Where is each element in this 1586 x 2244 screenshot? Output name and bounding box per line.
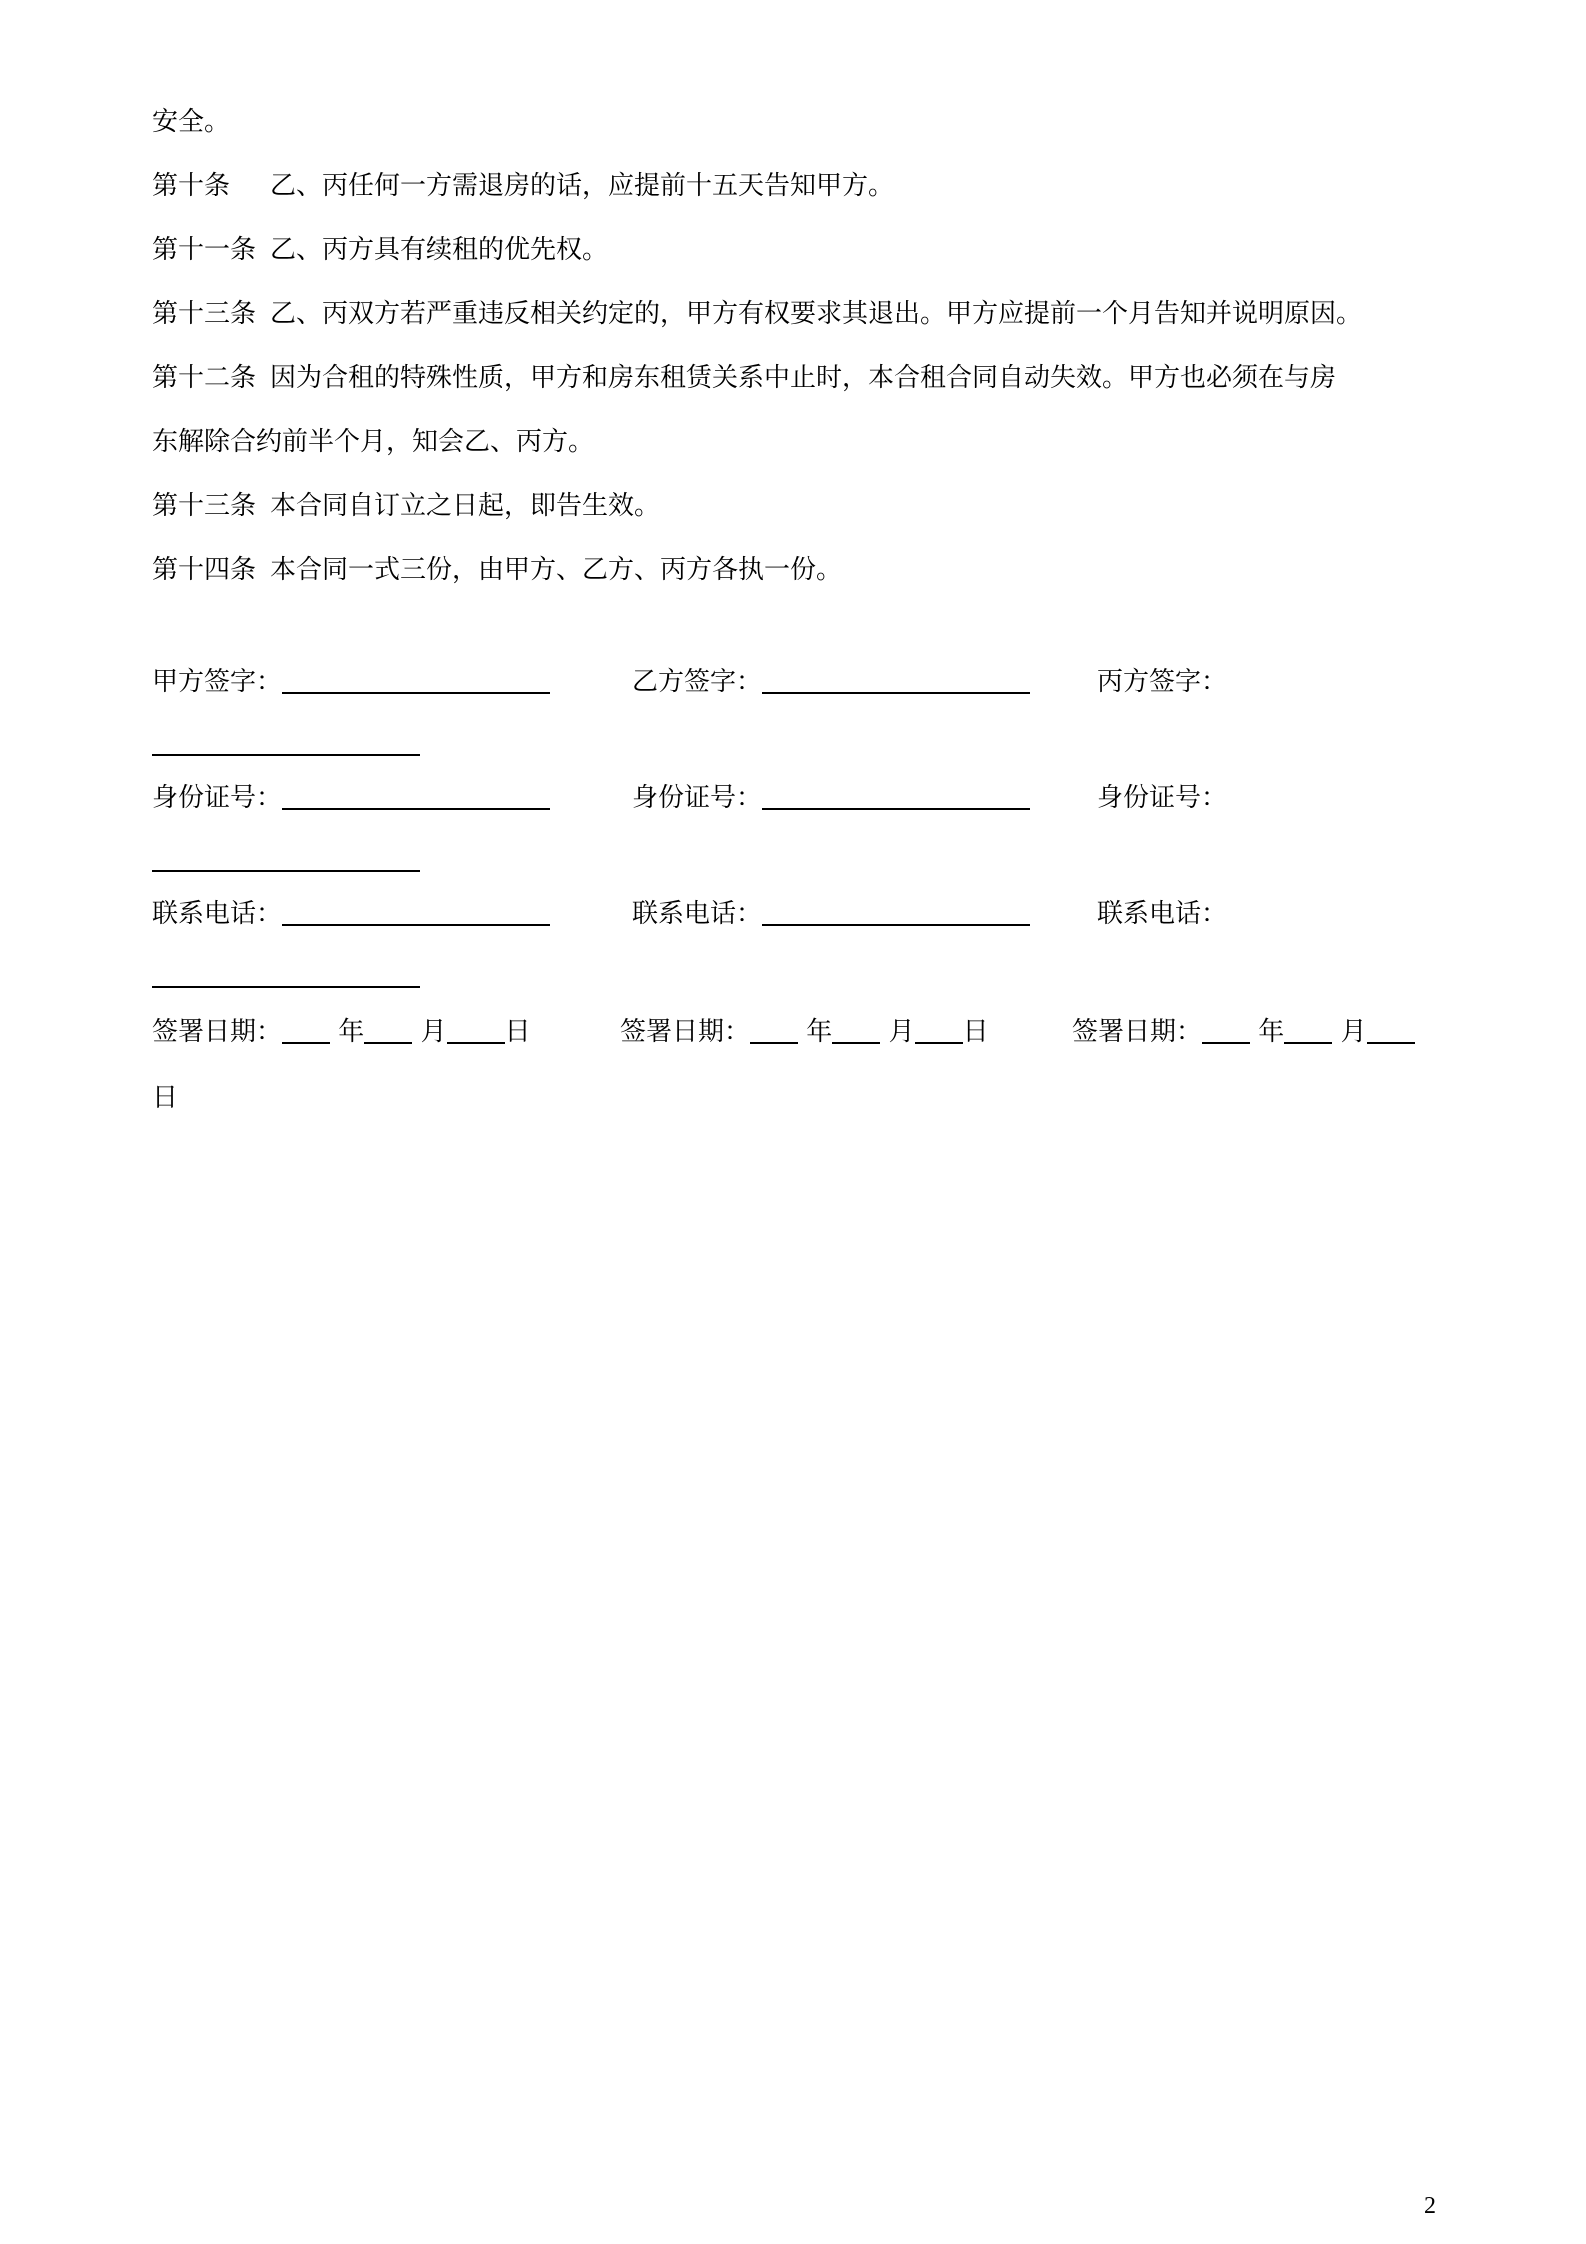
year-label: 年 — [338, 1017, 365, 1047]
party-c-sign-blank[interactable] — [152, 754, 420, 756]
article-text: 本合同自订立之日起，即告生效。 — [270, 491, 661, 521]
party-a-phone — [152, 898, 550, 930]
article-label: 第十三条 — [152, 299, 257, 329]
date-label: 签署日期： — [620, 1017, 751, 1047]
day-label: 日 — [504, 1017, 531, 1047]
party-b-sign-label: 乙方签字： — [632, 667, 763, 697]
year-blank[interactable] — [750, 1018, 798, 1044]
party-c-id — [1097, 782, 1227, 814]
day-blank[interactable] — [915, 1018, 963, 1044]
article-text: 乙、丙任何一方需退房的话，应提前十五天告知甲方。 — [270, 171, 895, 201]
month-label: 月 — [888, 1017, 915, 1047]
year-blank[interactable] — [282, 1018, 330, 1044]
party-a-phone-blank[interactable] — [282, 900, 550, 926]
article-12 — [152, 362, 1336, 394]
party-c-phone-blank[interactable] — [152, 986, 420, 988]
day-label: 日 — [962, 1017, 989, 1047]
phone-row — [152, 898, 1442, 930]
day-blank[interactable] — [447, 1018, 505, 1044]
article-13a — [152, 298, 1362, 330]
article-label: 第十四条 — [152, 555, 257, 585]
year-label: 年 — [1258, 1017, 1285, 1047]
article-text: 本合同一式三份，由甲方、乙方、丙方各执一份。 — [270, 555, 843, 585]
phone-label: 联系电话： — [1097, 899, 1228, 929]
date-label: 签署日期： — [1072, 1017, 1203, 1047]
phone-label: 联系电话： — [632, 899, 763, 929]
party-b-date — [620, 1016, 989, 1048]
party-c-sign-label: 丙方签字： — [1097, 667, 1228, 697]
party-c-id-blank[interactable] — [152, 870, 420, 872]
year-label: 年 — [806, 1017, 833, 1047]
party-a-date — [152, 1016, 531, 1048]
party-a-signature — [152, 666, 550, 698]
article-label: 第十三条 — [152, 491, 257, 521]
day-blank[interactable] — [1367, 1018, 1415, 1044]
article-11 — [152, 234, 608, 266]
party-c-day-continuation: 日 — [152, 1083, 179, 1113]
id-row — [152, 782, 1442, 814]
article-text: 乙、丙双方若严重违反相关约定的，甲方有权要求其退出。甲方应提前一个月告知并说明原因。 — [270, 299, 1363, 329]
party-c-date — [1072, 1016, 1415, 1048]
article-label: 第十一条 — [152, 235, 257, 265]
year-blank[interactable] — [1202, 1018, 1250, 1044]
party-c-phone — [1097, 898, 1227, 930]
id-label: 身份证号： — [1097, 783, 1228, 813]
article-10 — [152, 170, 894, 202]
month-blank[interactable] — [1284, 1018, 1332, 1044]
party-b-phone-blank[interactable] — [762, 900, 1030, 926]
article-label: 第十条 — [152, 171, 231, 201]
page-number: 2 — [1424, 2193, 1436, 2219]
id-label: 身份证号： — [152, 783, 283, 813]
article-text: 乙、丙方具有续租的优先权。 — [270, 235, 609, 265]
month-label: 月 — [420, 1017, 447, 1047]
month-blank[interactable] — [832, 1018, 880, 1044]
phone-label: 联系电话： — [152, 899, 283, 929]
party-a-sign-blank[interactable] — [282, 668, 550, 694]
signature-row — [152, 666, 1442, 698]
month-label: 月 — [1340, 1017, 1367, 1047]
party-a-id — [152, 782, 550, 814]
party-c-signature — [1097, 666, 1227, 698]
party-b-sign-blank[interactable] — [762, 668, 1030, 694]
article-13b — [152, 490, 660, 522]
intro-tail: 安全。 — [152, 107, 231, 137]
party-b-id — [632, 782, 1030, 814]
party-a-id-blank[interactable] — [282, 784, 550, 810]
party-a-sign-label: 甲方签字： — [152, 667, 283, 697]
article-14 — [152, 554, 842, 586]
party-b-signature — [632, 666, 1030, 698]
article-label: 第十二条 — [152, 363, 257, 393]
month-blank[interactable] — [364, 1018, 412, 1044]
date-label: 签署日期： — [152, 1017, 283, 1047]
article-12-continuation: 东解除合约前半个月，知会乙、丙方。 — [152, 427, 595, 457]
id-label: 身份证号： — [632, 783, 763, 813]
party-b-phone — [632, 898, 1030, 930]
article-text: 因为合租的特殊性质，甲方和房东租赁关系中止时，本合租合同自动失效。甲方也必须在与房 — [270, 363, 1337, 393]
date-row — [152, 1016, 1442, 1048]
party-b-id-blank[interactable] — [762, 784, 1030, 810]
